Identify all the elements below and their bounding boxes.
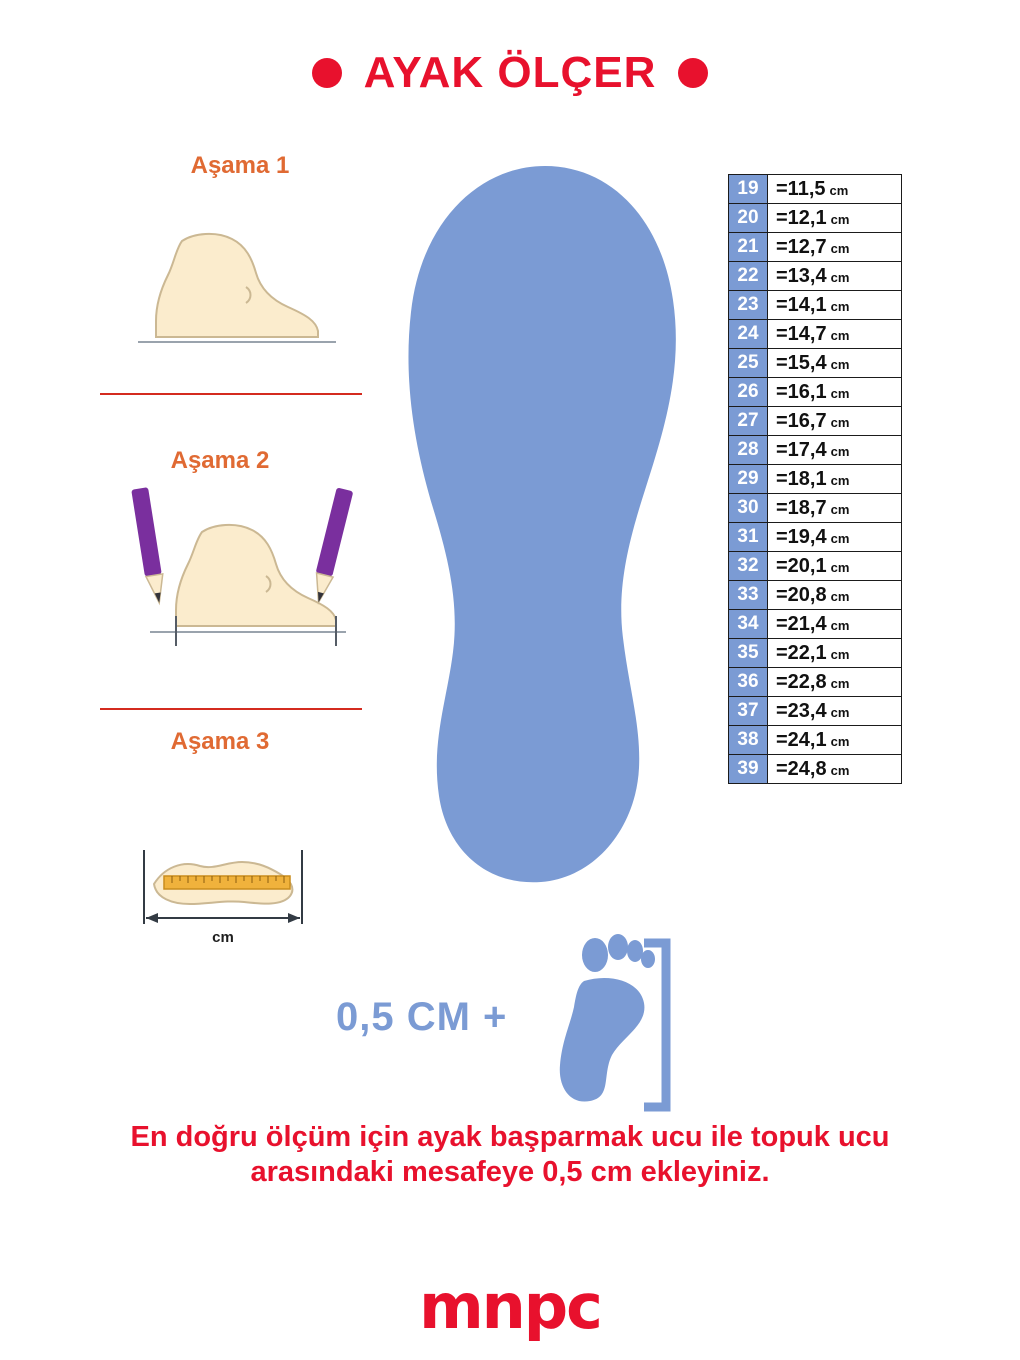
size-value: 38: [729, 726, 768, 755]
measure-value: [768, 552, 902, 581]
measure-number: =20,1: [776, 554, 827, 577]
measure-number: =14,7: [776, 322, 827, 345]
measure-value: [768, 291, 902, 320]
size-value: 30: [729, 494, 768, 523]
footprint-icon: [540, 925, 680, 1130]
table-row: [729, 639, 902, 668]
measure-value: [768, 262, 902, 291]
red-dot-left-icon: [312, 58, 342, 88]
table-row: [729, 726, 902, 755]
measure-value: [768, 436, 902, 465]
measure-number: =17,4: [776, 438, 827, 461]
measure-unit: cm: [830, 240, 850, 256]
table-row: [729, 552, 902, 581]
measure-unit: cm: [830, 617, 850, 633]
measure-number: =16,1: [776, 380, 827, 403]
half-cm-label: 0,5 CM +: [336, 995, 508, 1039]
measure-number: =13,4: [776, 264, 827, 287]
size-value: 27: [729, 407, 768, 436]
table-row: [729, 407, 902, 436]
table-row: [729, 233, 902, 262]
measure-number: =24,8: [776, 757, 827, 780]
size-value: 32: [729, 552, 768, 581]
table-row: [729, 436, 902, 465]
foot-with-two-pencils-icon: [110, 480, 360, 675]
measure-value: [768, 407, 902, 436]
measure-value: [768, 494, 902, 523]
measure-value: [768, 755, 902, 784]
stage-3-label: Aşama 3: [170, 728, 270, 755]
measure-number: =24,1: [776, 728, 827, 751]
size-value: 21: [729, 233, 768, 262]
table-row: [729, 378, 902, 407]
size-value: 31: [729, 523, 768, 552]
measure-unit: cm: [830, 443, 850, 459]
size-value: 39: [729, 755, 768, 784]
table-row: [729, 668, 902, 697]
measure-unit: cm: [830, 356, 850, 372]
size-value: 26: [729, 378, 768, 407]
size-value: 23: [729, 291, 768, 320]
brand-logo: mnpc: [419, 1270, 601, 1343]
measure-number: =19,4: [776, 525, 827, 548]
measure-value: [768, 349, 902, 378]
size-value: 19: [729, 175, 768, 204]
size-value: 34: [729, 610, 768, 639]
section-divider-1: [100, 393, 362, 395]
shoe-size-table: [728, 174, 902, 784]
measure-number: =11,5: [776, 177, 826, 200]
table-row: [729, 494, 902, 523]
measure-number: =22,1: [776, 641, 827, 664]
measure-unit: cm: [830, 298, 850, 314]
measure-number: =23,4: [776, 699, 827, 722]
stage-1-label: Aşama 1: [190, 152, 290, 179]
stage-2-label: Aşama 2: [170, 447, 270, 474]
foot-with-tape-measure-icon: [130, 840, 330, 955]
measure-value: [768, 697, 902, 726]
measure-number: =16,7: [776, 409, 827, 432]
measure-value: [768, 465, 902, 494]
measure-value: [768, 639, 902, 668]
measure-unit: cm: [830, 472, 850, 488]
size-value: 29: [729, 465, 768, 494]
measure-number: =21,4: [776, 612, 827, 635]
section-divider-2: [100, 708, 362, 710]
size-value: 24: [729, 320, 768, 349]
measure-unit: cm: [830, 501, 850, 517]
measure-number: =18,7: [776, 496, 827, 519]
measure-number: =18,1: [776, 467, 827, 490]
table-row: [729, 697, 902, 726]
table-row: [729, 262, 902, 291]
measure-value: [768, 204, 902, 233]
table-row: [729, 291, 902, 320]
measurement-note: En doğru ölçüm için ayak başparmak ucu ile topuk ucu arasındaki mesafeye 0,5 cm ekleyiniz.: [130, 1121, 890, 1189]
page-title: AYAK ÖLÇER: [363, 48, 657, 97]
size-value: 20: [729, 204, 768, 233]
measure-unit: cm: [830, 269, 850, 285]
page-title-row: [0, 48, 1020, 98]
table-row: [729, 204, 902, 233]
measure-number: =12,7: [776, 235, 827, 258]
table-row: [729, 523, 902, 552]
measure-number: =20,8: [776, 583, 827, 606]
measure-value: [768, 726, 902, 755]
size-value: 33: [729, 581, 768, 610]
measure-value: [768, 610, 902, 639]
size-value: 36: [729, 668, 768, 697]
measure-value: [768, 668, 902, 697]
measure-value: [768, 320, 902, 349]
measure-unit: cm: [830, 646, 850, 662]
measure-number: =12,1: [776, 206, 827, 229]
table-row: [729, 349, 902, 378]
measure-unit: cm: [830, 704, 850, 720]
measure-value: [768, 175, 902, 204]
measure-unit: cm: [830, 211, 850, 227]
measure-number: =15,4: [776, 351, 827, 374]
measure-unit: cm: [830, 675, 850, 691]
measure-value: [768, 378, 902, 407]
measure-unit: cm: [830, 327, 850, 343]
measure-unit: cm: [830, 733, 850, 749]
measure-unit: cm: [830, 385, 850, 401]
table-row: [729, 755, 902, 784]
measure-unit: cm: [829, 182, 849, 198]
table-row: [729, 175, 902, 204]
table-row: [729, 320, 902, 349]
red-dot-right-icon: [678, 58, 708, 88]
shoe-sole-illustration: [395, 160, 695, 895]
size-value: 37: [729, 697, 768, 726]
measure-unit: cm: [830, 530, 850, 546]
measure-value: [768, 581, 902, 610]
size-value: 25: [729, 349, 768, 378]
size-value: 22: [729, 262, 768, 291]
measure-unit: cm: [830, 588, 850, 604]
measure-value: [768, 523, 902, 552]
size-value: 28: [729, 436, 768, 465]
measure-unit: cm: [830, 559, 850, 575]
table-row: [729, 581, 902, 610]
foot-side-view-icon: [120, 225, 350, 360]
table-row: [729, 610, 902, 639]
measure-unit: cm: [830, 762, 850, 778]
stage-3-unit-caption: cm: [212, 929, 234, 946]
size-value: 35: [729, 639, 768, 668]
table-row: [729, 465, 902, 494]
measure-number: =22,8: [776, 670, 827, 693]
measure-value: [768, 233, 902, 262]
measure-unit: cm: [830, 414, 850, 430]
measure-number: =14,1: [776, 293, 827, 316]
